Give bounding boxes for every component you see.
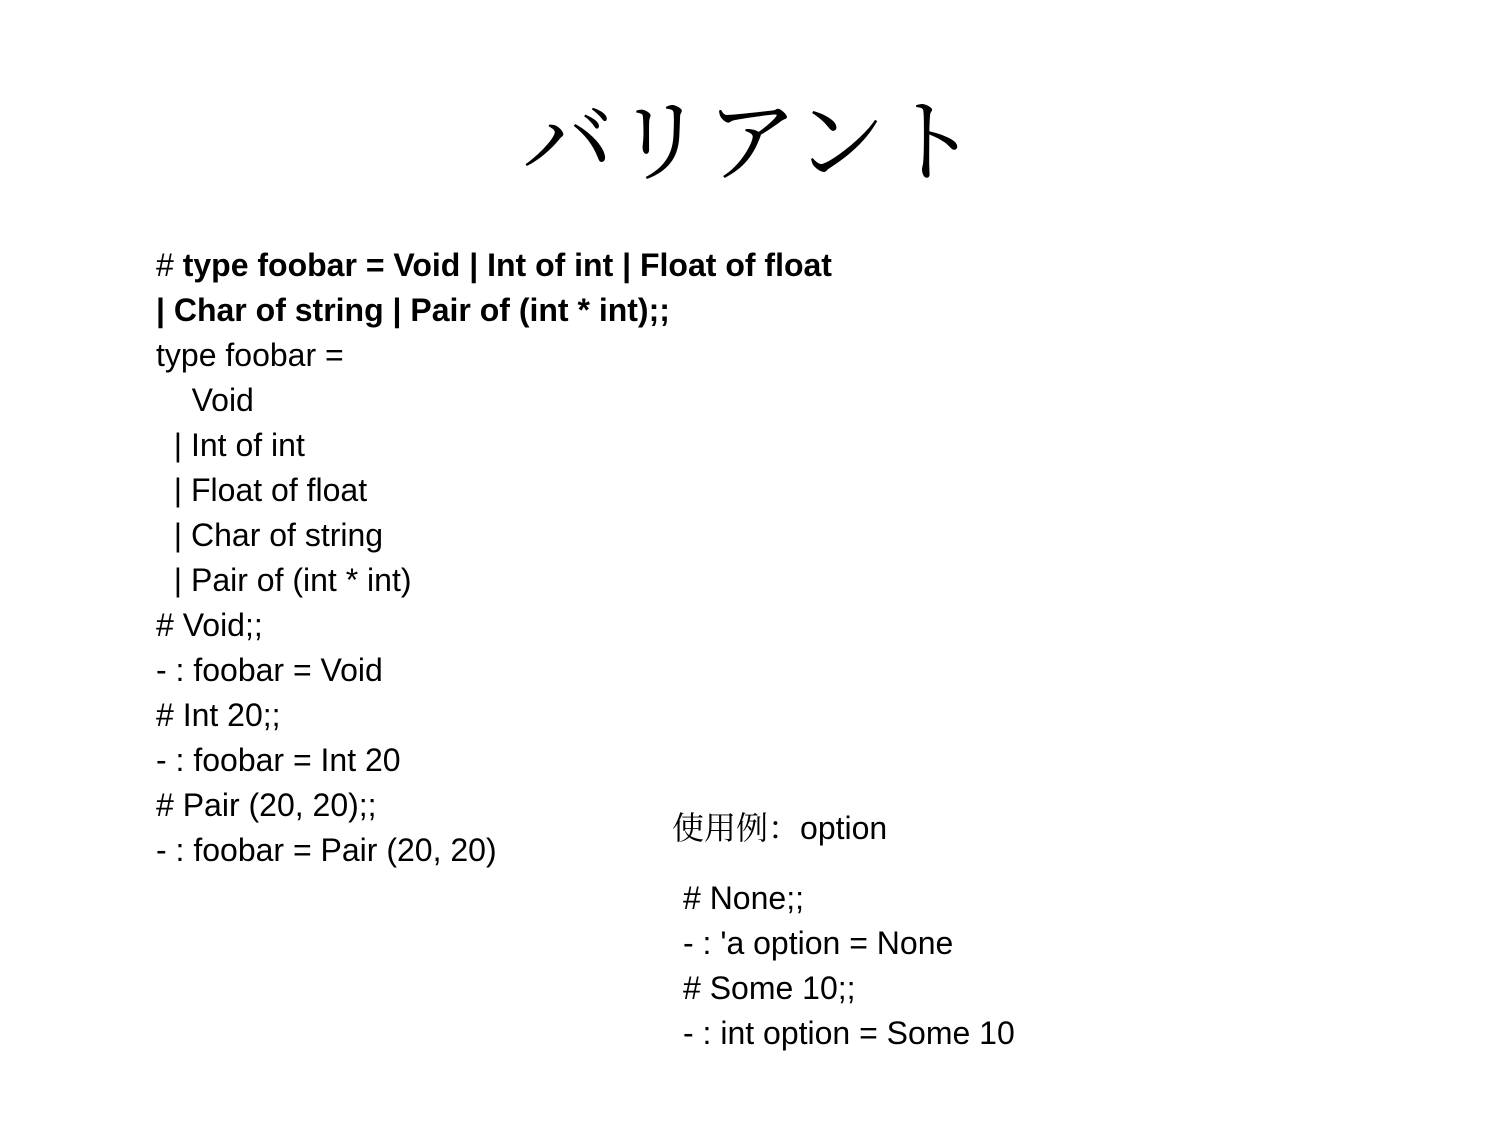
code-line: - : foobar = Int 20 xyxy=(156,742,401,778)
example-heading-separator: ： xyxy=(768,809,801,847)
code-line: type foobar = xyxy=(156,337,344,373)
code-line: # Void;; xyxy=(156,607,263,643)
code-line: - : foobar = Pair (20, 20) xyxy=(156,832,497,868)
code-line: # Pair (20, 20);; xyxy=(156,787,377,823)
example-line: # None;; xyxy=(683,880,804,916)
option-example-block xyxy=(683,876,1015,1056)
slide-title: バリアント xyxy=(521,89,979,196)
example-heading-topic: option xyxy=(800,810,888,846)
example-heading-label: 使用例 xyxy=(672,809,769,847)
example-line: # Some 10;; xyxy=(683,970,856,1006)
code-line: - : foobar = Void xyxy=(156,652,383,688)
code-line: | Float of float xyxy=(156,472,368,508)
code-line: | Char of string xyxy=(156,517,384,553)
variant-code-block xyxy=(156,243,832,873)
code-line: | Pair of (int * int) xyxy=(156,562,412,598)
code-line: # Int 20;; xyxy=(156,697,281,733)
example-line: - : 'a option = None xyxy=(683,925,954,961)
prompt-hash: # xyxy=(156,247,183,283)
example-heading xyxy=(672,806,887,851)
code-line: | Int of int xyxy=(156,427,305,463)
command-text: type foobar = Void | Int of int | Float of float xyxy=(182,247,832,283)
code-line: Void xyxy=(156,382,254,418)
code-line-command-1 xyxy=(156,243,832,288)
example-line: - : int option = Some 10 xyxy=(683,1015,1015,1051)
code-line-command-2: | Char of string | Pair of (int * int);; xyxy=(156,292,670,328)
